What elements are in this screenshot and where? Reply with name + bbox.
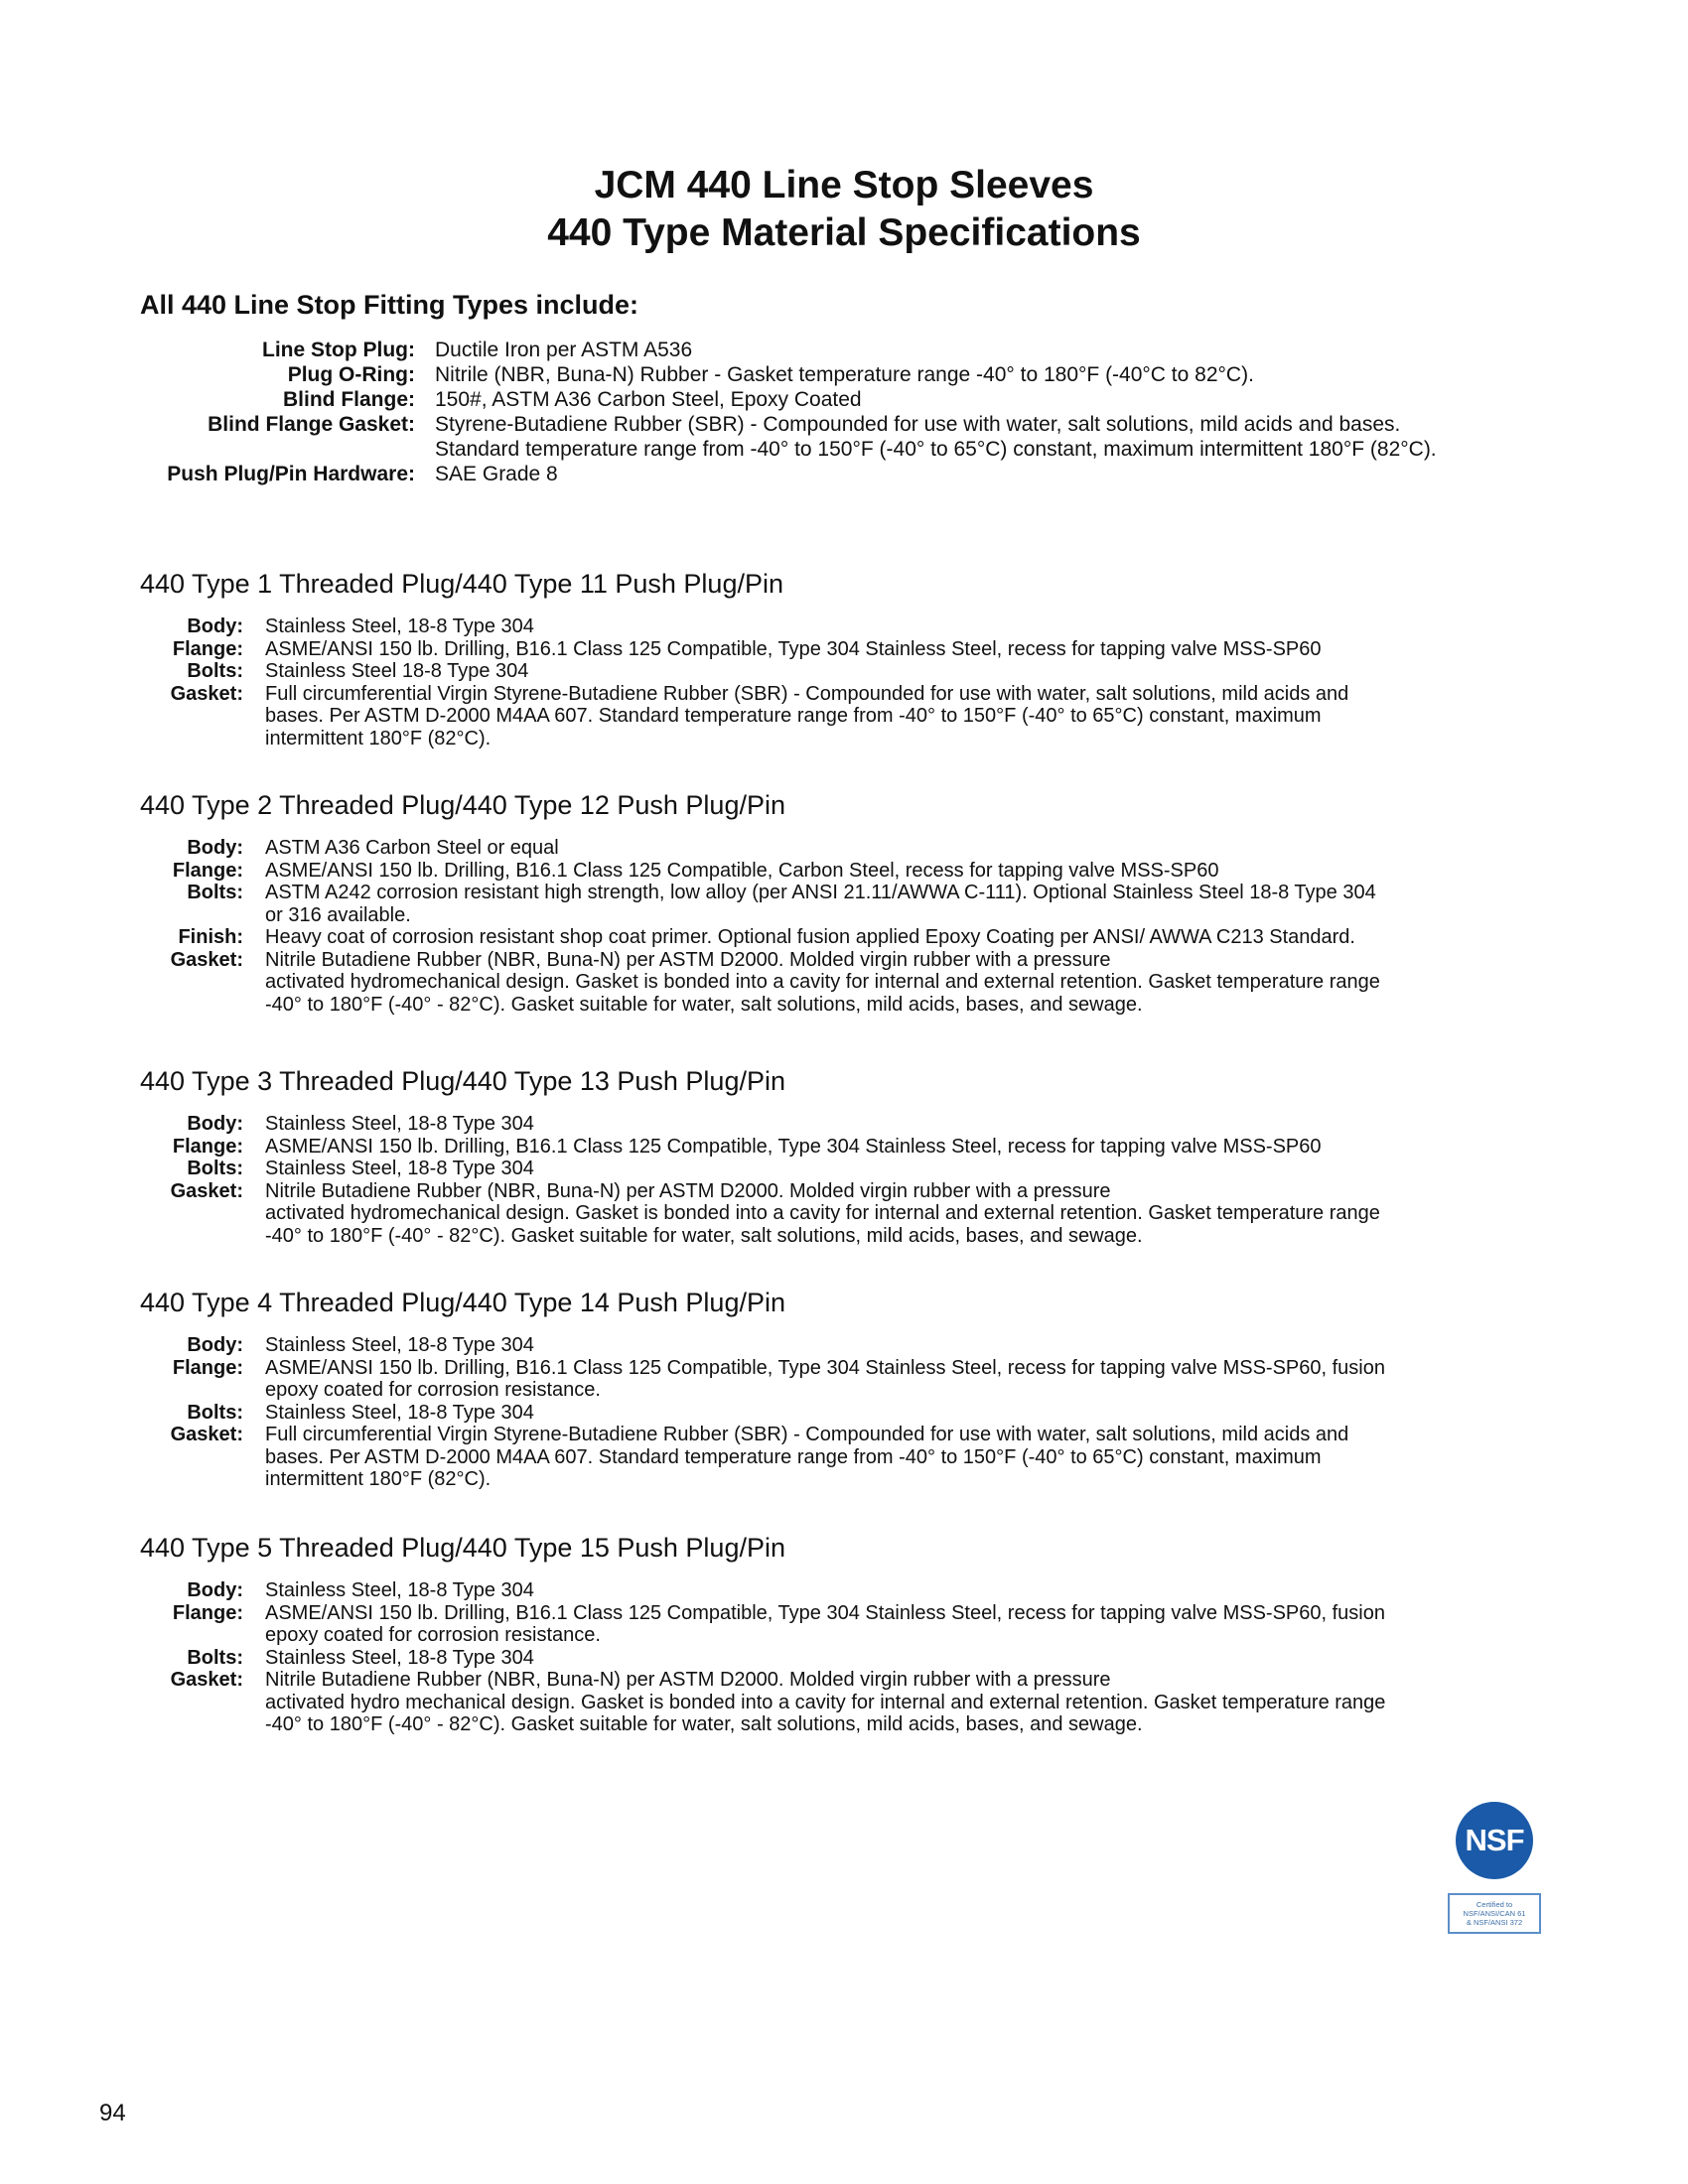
spec-value [265, 660, 1531, 683]
spec-value-line: ASTM A36 Carbon Steel or equal [265, 837, 559, 859]
spec-value-line: bases. Per ASTM D-2000 M4AA 607. Standard temperature range from -40° to 150°F (-40° to 65°C) constant, maximum [265, 1445, 1322, 1468]
spec-row [140, 1180, 1550, 1248]
spec-value [435, 362, 1536, 387]
spec-value [265, 1334, 1531, 1357]
intro-spec-row [139, 462, 1549, 486]
spec-row [140, 882, 1550, 926]
spec-label: Gasket: [170, 948, 243, 971]
spec-value [435, 412, 1536, 462]
spec-value [265, 1357, 1531, 1402]
spec-label: Push Plug/Pin Hardware: [167, 463, 415, 485]
spec-row [140, 638, 1550, 661]
spec-value-line: Styrene-Butadiene Rubber (SBR) - Compounded for use with water, salt solutions, mild acids and bases. [435, 413, 1401, 436]
spec-label: Bolts: [187, 882, 243, 903]
spec-value [265, 615, 1531, 638]
spec-section [140, 789, 1550, 1016]
nsf-logo [1456, 1802, 1533, 1879]
spec-value-line: Nitrile Butadiene Rubber (NBR, Buna-N) per ASTM D2000. Molded virgin rubber with a pressure [265, 948, 1111, 971]
spec-label: Bolts: [187, 660, 243, 682]
spec-value-line: Full circumferential Virgin Styrene-Butadiene Rubber (SBR) - Compounded for use with water, salt solutions, mild acids and [265, 1424, 1349, 1445]
spec-section [140, 1287, 1550, 1491]
spec-value-line: ASTM A242 corrosion resistant high strength, low alloy (per ANSI 21.11/AWWA C-111). Optional Stainless Steel 18-8 Type 304 [265, 882, 1376, 903]
spec-label: Body: [187, 1334, 243, 1356]
spec-value-line: Heavy coat of corrosion resistant shop coat primer. Optional fusion applied Epoxy Coating per ANSI/ AWWA C213 Standard. [265, 926, 1355, 948]
spec-value-line: activated hydromechanical design. Gasket is bonded into a cavity for internal and external retention. Gasket temperature range [265, 971, 1380, 993]
nsf-cert-box [1448, 1893, 1541, 1934]
spec-value [265, 882, 1531, 926]
spec-value-line: Stainless Steel 18-8 Type 304 [265, 660, 529, 682]
spec-value-line: -40° to 180°F (-40° - 82°C). Gasket suitable for water, salt solutions, mild acids, bases, and sewage. [265, 1224, 1143, 1247]
nsf-cert-line: & NSF/ANSI 372 [1466, 1918, 1523, 1927]
spec-value-line: Stainless Steel, 18-8 Type 304 [265, 1113, 534, 1135]
spec-row [140, 1579, 1550, 1602]
spec-value-line: ASME/ANSI 150 lb. Drilling, B16.1 Class 125 Compatible, Type 304 Stainless Steel, recess for tapping valve MSS-SP60, fusion [265, 1601, 1385, 1624]
spec-label: Line Stop Plug: [262, 339, 415, 361]
spec-label: Plug O-Ring: [287, 363, 415, 386]
spec-label: Body: [187, 837, 243, 859]
intro-spec-row [139, 412, 1549, 462]
intro-heading: All 440 Line Stop Fitting Types include: [140, 290, 639, 320]
spec-value-line: activated hydromechanical design. Gasket is bonded into a cavity for internal and external retention. Gasket temperature range [265, 1202, 1380, 1224]
spec-value-line: Stainless Steel, 18-8 Type 304 [265, 1579, 534, 1601]
spec-label: Bolts: [187, 1646, 243, 1669]
spec-value-line: ASME/ANSI 150 lb. Drilling, B16.1 Class 125 Compatible, Type 304 Stainless Steel, recess for tapping valve MSS-SP60, fusion [265, 1356, 1385, 1379]
spec-label: Flange: [172, 637, 243, 660]
spec-label: Gasket: [170, 1424, 243, 1445]
spec-label: Blind Flange Gasket: [208, 413, 415, 436]
spec-value-line: Stainless Steel, 18-8 Type 304 [265, 1401, 534, 1424]
spec-row [140, 1424, 1550, 1491]
spec-section [140, 568, 1550, 750]
title-line-1: JCM 440 Line Stop Sleeves [594, 164, 1094, 206]
spec-value [265, 926, 1531, 949]
spec-value [265, 860, 1531, 883]
section-title: 440 Type 1 Threaded Plug/440 Type 11 Push Plug/Pin [140, 569, 783, 599]
spec-value [265, 683, 1531, 751]
spec-value-line: Full circumferential Virgin Styrene-Butadiene Rubber (SBR) - Compounded for use with water, salt solutions, mild acids and [265, 682, 1349, 705]
spec-label: Bolts: [187, 1158, 243, 1179]
intro-spec-row [139, 387, 1549, 412]
spec-label: Finish: [178, 926, 243, 948]
spec-row [140, 1357, 1550, 1402]
spec-value [265, 1136, 1531, 1159]
spec-row [140, 1136, 1550, 1159]
spec-value [265, 1669, 1531, 1736]
spec-value [265, 1402, 1531, 1425]
title-line-2: 440 Type Material Specifications [547, 211, 1141, 254]
spec-value [435, 462, 1536, 486]
spec-value [265, 1180, 1531, 1248]
spec-row [140, 1334, 1550, 1357]
spec-value [265, 1113, 1531, 1136]
spec-value-line: 150#, ASTM A36 Carbon Steel, Epoxy Coated [435, 388, 862, 411]
spec-label: Gasket: [170, 1669, 243, 1691]
spec-value [435, 387, 1536, 412]
nsf-cert-line: Certified to [1476, 1900, 1513, 1909]
spec-value-line: Nitrile (NBR, Buna-N) Rubber - Gasket temperature range -40° to 180°F (-40°C to 82°C). [435, 363, 1254, 386]
spec-section [140, 1532, 1550, 1736]
spec-label: Body: [187, 1113, 243, 1135]
spec-label: Flange: [172, 1601, 243, 1624]
spec-value-line: Standard temperature range from -40° to 150°F (-40° to 65°C) constant, maximum intermittent 180°F (82°C). [435, 438, 1437, 461]
spec-label: Body: [187, 1579, 243, 1601]
section-title: 440 Type 3 Threaded Plug/440 Type 13 Push Plug/Pin [140, 1066, 785, 1096]
spec-row [140, 1602, 1550, 1647]
spec-value-line: intermittent 180°F (82°C). [265, 727, 492, 750]
nsf-cert-line: NSF/ANSI/CAN 61 [1463, 1909, 1526, 1918]
spec-row [140, 1113, 1550, 1136]
spec-value-line: ASME/ANSI 150 lb. Drilling, B16.1 Class 125 Compatible, Type 304 Stainless Steel, recess for tapping valve MSS-SP60 [265, 1135, 1322, 1158]
page-number: 94 [99, 2100, 126, 2126]
spec-row [140, 837, 1550, 860]
spec-value-line: -40° to 180°F (-40° - 82°C). Gasket suitable for water, salt solutions, mild acids, bases, and sewage. [265, 993, 1143, 1016]
spec-value-line: bases. Per ASTM D-2000 M4AA 607. Standard temperature range from -40° to 150°F (-40° to 65°C) constant, maximum [265, 705, 1322, 727]
spec-value-line: epoxy coated for corrosion resistance. [265, 1624, 601, 1646]
intro-spec-row [139, 338, 1549, 362]
spec-value-line: activated hydro mechanical design. Gasket is bonded into a cavity for internal and external retention. Gasket temperature range [265, 1691, 1386, 1713]
spec-label: Body: [187, 615, 243, 637]
spec-value-line: Nitrile Butadiene Rubber (NBR, Buna-N) per ASTM D2000. Molded virgin rubber with a pressure [265, 1179, 1111, 1202]
spec-value [265, 1602, 1531, 1647]
spec-value [265, 837, 1531, 860]
spec-value-line: SAE Grade 8 [435, 463, 558, 485]
spec-value [265, 949, 1531, 1017]
spec-row [140, 615, 1550, 638]
spec-value-line: Stainless Steel, 18-8 Type 304 [265, 1334, 534, 1356]
spec-value-line: ASME/ANSI 150 lb. Drilling, B16.1 Class 125 Compatible, Type 304 Stainless Steel, recess for tapping valve MSS-SP60 [265, 637, 1322, 660]
spec-row [140, 660, 1550, 683]
spec-value-line: Stainless Steel, 18-8 Type 304 [265, 615, 534, 637]
nsf-certification-badge [1445, 1802, 1544, 1934]
spec-row [140, 926, 1550, 949]
spec-value-line: intermittent 180°F (82°C). [265, 1468, 492, 1490]
spec-value [265, 1424, 1531, 1491]
spec-label: Blind Flange: [283, 388, 415, 411]
nsf-logo-text: NSF [1465, 1823, 1524, 1857]
spec-value-line: Ductile Iron per ASTM A536 [435, 339, 693, 361]
spec-label: Gasket: [170, 1179, 243, 1202]
intro-spec-list [139, 338, 1549, 486]
spec-value [265, 1158, 1531, 1180]
spec-label: Flange: [172, 1356, 243, 1379]
spec-value-line: or 316 available. [265, 903, 411, 926]
spec-value-line: Stainless Steel, 18-8 Type 304 [265, 1158, 534, 1179]
spec-row [140, 1669, 1550, 1736]
spec-row [140, 949, 1550, 1017]
spec-value [265, 1579, 1531, 1602]
spec-row [140, 683, 1550, 751]
spec-section [140, 1065, 1550, 1247]
spec-value [435, 338, 1536, 362]
spec-label: Bolts: [187, 1401, 243, 1424]
spec-row [140, 860, 1550, 883]
spec-row [140, 1647, 1550, 1670]
spec-label: Flange: [172, 1135, 243, 1158]
section-title: 440 Type 4 Threaded Plug/440 Type 14 Push Plug/Pin [140, 1288, 785, 1317]
spec-value-line: Nitrile Butadiene Rubber (NBR, Buna-N) per ASTM D2000. Molded virgin rubber with a pressure [265, 1669, 1111, 1691]
spec-value [265, 638, 1531, 661]
spec-row [140, 1158, 1550, 1180]
section-title: 440 Type 5 Threaded Plug/440 Type 15 Push Plug/Pin [140, 1533, 785, 1563]
spec-row [140, 1402, 1550, 1425]
page-title [0, 162, 1688, 257]
spec-value-line: epoxy coated for corrosion resistance. [265, 1379, 601, 1401]
intro-spec-row [139, 362, 1549, 387]
spec-value-line: -40° to 180°F (-40° - 82°C). Gasket suitable for water, salt solutions, mild acids, bases, and sewage. [265, 1713, 1143, 1735]
spec-label: Flange: [172, 859, 243, 882]
spec-value [265, 1647, 1531, 1670]
spec-label: Gasket: [170, 682, 243, 705]
section-title: 440 Type 2 Threaded Plug/440 Type 12 Push Plug/Pin [140, 790, 785, 820]
spec-value-line: Stainless Steel, 18-8 Type 304 [265, 1646, 534, 1669]
spec-value-line: ASME/ANSI 150 lb. Drilling, B16.1 Class 125 Compatible, Carbon Steel, recess for tapping valve MSS-SP60 [265, 859, 1219, 882]
